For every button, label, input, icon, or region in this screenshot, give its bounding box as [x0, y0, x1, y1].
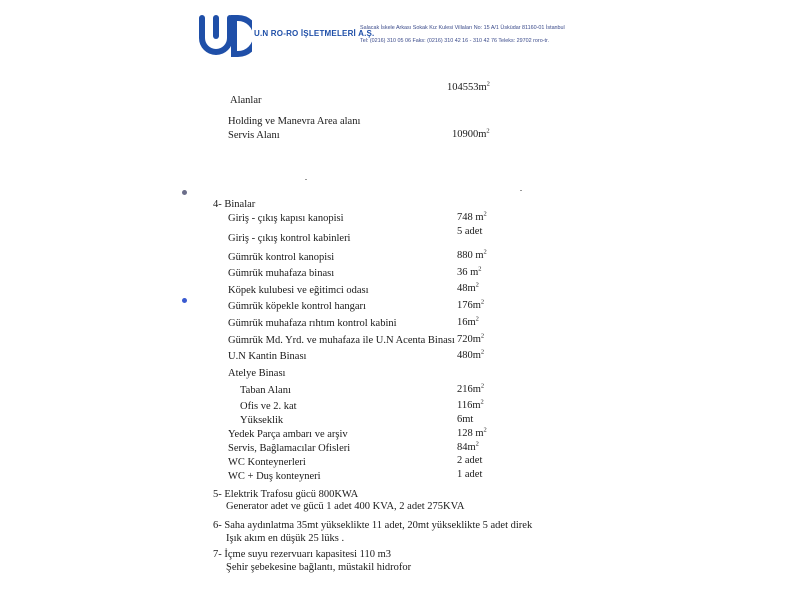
section-5-line-1: 5- Elektrik Trafosu gücü 800KWA [213, 489, 359, 500]
company-name: U.N RO-RO İŞLETMELERİ A.Ş. [254, 29, 375, 38]
total-area-value: $104553m^2$ [447, 80, 490, 93]
section-7-line-1: 7- İçme suyu rezervuarı kapasitesi 110 m3 [213, 549, 392, 560]
service-area-label: Servis Alanı [228, 130, 280, 141]
building-sub-label: Taban Alanı [240, 385, 291, 396]
building-value: 880 $m^2$ [457, 248, 487, 261]
building-value: $176m^2$ [457, 298, 485, 311]
section-6-line-1: 6- Saha aydınlatma 35mt yükseklikte 11 adet, 20mt yükseklikte 5 adet direk [213, 520, 533, 531]
building-value: $16m^2$ [457, 315, 479, 328]
building-value: 36 $m^2$ [457, 265, 482, 278]
building-label: Gümrük muhafaza rıhtım kontrol kabini [228, 318, 397, 329]
building-label: Gümrük muhafaza binası [228, 268, 335, 279]
building-label: Gümrük kontrol kanopisi [228, 252, 335, 263]
building-label: Gümrük köpekle kontrol hangarı [228, 301, 366, 312]
building-sub-label: Yükseklik [240, 415, 284, 426]
building-value: 5 adet [457, 226, 483, 237]
building-value: 2 adet [457, 455, 483, 466]
section-6-line-2: Işık akım en düşük 25 lüks . [226, 533, 345, 544]
service-area-value: $10900m^2$ [452, 127, 490, 140]
building-value: $48m^2$ [457, 281, 479, 294]
building-value: 748 $m^2$ [457, 210, 487, 223]
building-value: $720m^2$ [457, 332, 485, 345]
building-value: 1 adet [457, 469, 483, 480]
building-label: WC Konteynerleri [228, 457, 306, 468]
building-value: $116m^2$ [457, 398, 484, 411]
punch-hole-dot [182, 190, 187, 195]
scan-speck [520, 190, 522, 191]
holding-label: Holding ve Manevra Area alanı [228, 116, 361, 127]
building-label: WC + Duş konteyneri [228, 471, 321, 482]
building-label: Köpek kulubesi ve eğitimci odası [228, 285, 369, 296]
building-value: $216m^2$ [457, 382, 485, 395]
building-label: Yedek Parça ambarı ve arşiv [228, 429, 348, 440]
building-value: $84m^2$ [457, 440, 479, 453]
company-phone: Tel: (0216) 310 05 06 Faks: (0216) 310 42 16 - 310 42 76 Teleks: 29702 roro-tr. [360, 38, 549, 44]
section-5-line-2: Generator adet ve gücü 1 adet 400 KVA, 2 adet 275KVA [226, 501, 465, 512]
areas-label: Alanlar [230, 95, 262, 106]
building-value: 128 $m^2$ [457, 426, 487, 439]
building-sub-label: Ofis ve 2. kat [240, 401, 297, 412]
building-value: $480m^2$ [457, 348, 485, 361]
company-logo [196, 14, 252, 58]
building-value: 6mt [457, 414, 474, 425]
section-4-title: 4- Binalar [213, 199, 256, 210]
building-label: Giriş - çıkış kapısı kanopisi [228, 213, 344, 224]
building-label: Gümrük Md. Yrd. ve muhafaza ile U.N Acenta Binası [228, 335, 455, 346]
building-label: U.N Kantin Binası [228, 351, 307, 362]
punch-hole-dot [182, 298, 187, 303]
building-label: Servis, Bağlamacılar Ofisleri [228, 443, 351, 454]
section-7-line-2: Şehir şebekesine bağlantı, müstakil hidrofor [226, 562, 412, 573]
building-label: Giriş - çıkış kontrol kabinleri [228, 233, 351, 244]
building-label: Atelye Binası [228, 368, 286, 379]
scan-speck [305, 179, 307, 180]
company-address: Salacak İskele Arkası Sokak Kız Kulesi Villaları No: 15 A/1 Üsküdar 81160-01 İstanbul [360, 25, 565, 31]
